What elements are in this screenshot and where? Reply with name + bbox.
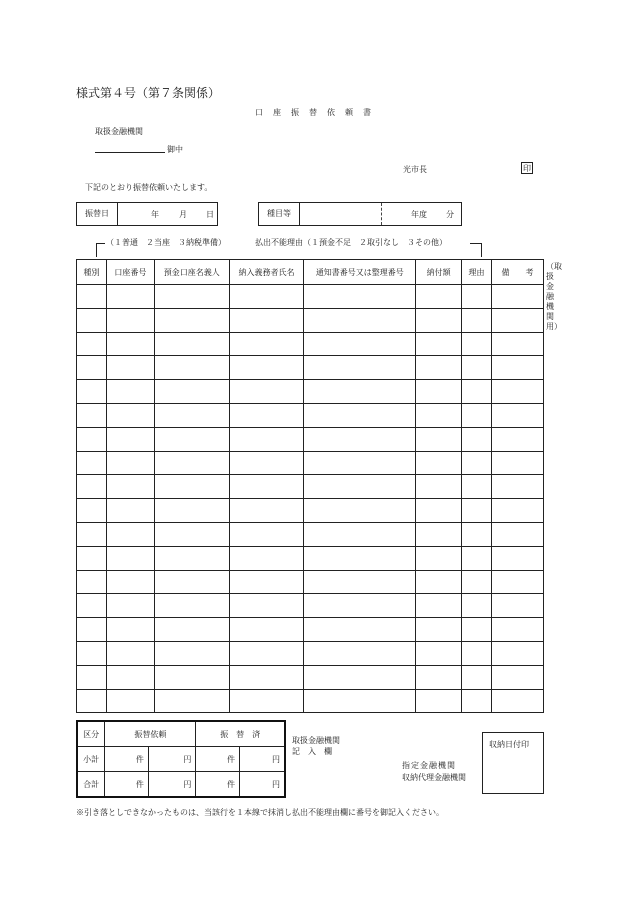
table-cell[interactable] bbox=[492, 689, 544, 713]
table-cell[interactable] bbox=[229, 332, 304, 356]
designated-institution: 指定金融機関 bbox=[402, 761, 456, 770]
category-box[interactable] bbox=[258, 202, 462, 226]
receipt-stamp-box[interactable] bbox=[482, 732, 544, 794]
table-cell[interactable] bbox=[492, 475, 544, 499]
transfer-date-label: 振替日 bbox=[77, 203, 118, 225]
table-cell[interactable] bbox=[106, 475, 154, 499]
table-cell[interactable] bbox=[462, 570, 492, 594]
table-cell[interactable] bbox=[304, 332, 416, 356]
table-cell[interactable] bbox=[154, 285, 229, 309]
table-cell[interactable] bbox=[462, 546, 492, 570]
table-cell[interactable] bbox=[304, 665, 416, 689]
table-cell[interactable] bbox=[304, 475, 416, 499]
legend-bracket-left-top bbox=[96, 243, 105, 244]
category-divider bbox=[381, 203, 382, 225]
table-cell[interactable] bbox=[77, 403, 107, 427]
table-cell[interactable] bbox=[416, 618, 462, 642]
table-cell[interactable] bbox=[492, 308, 544, 332]
table-cell[interactable] bbox=[154, 356, 229, 380]
table-cell[interactable] bbox=[462, 475, 492, 499]
table-cell[interactable] bbox=[416, 332, 462, 356]
table-cell[interactable] bbox=[229, 285, 304, 309]
table-cell[interactable] bbox=[229, 403, 304, 427]
institution-name-line[interactable] bbox=[95, 152, 165, 153]
table-cell[interactable] bbox=[77, 641, 107, 665]
table-cell[interactable] bbox=[304, 451, 416, 475]
table-cell[interactable] bbox=[154, 403, 229, 427]
table-cell[interactable] bbox=[77, 285, 107, 309]
table-cell[interactable] bbox=[416, 641, 462, 665]
document-title: 口 座 振 替 依 頼 書 bbox=[255, 108, 372, 117]
table-cell[interactable] bbox=[304, 618, 416, 642]
table-cell[interactable] bbox=[304, 546, 416, 570]
table-cell[interactable] bbox=[416, 380, 462, 404]
table-cell[interactable] bbox=[492, 427, 544, 451]
summary-row-label: 小計 bbox=[77, 747, 105, 772]
table-cell[interactable] bbox=[77, 570, 107, 594]
table-cell[interactable] bbox=[416, 570, 462, 594]
table-cell[interactable] bbox=[77, 499, 107, 523]
column-header: 種別 bbox=[77, 260, 107, 285]
transfer-date-box[interactable] bbox=[76, 202, 218, 226]
column-header: 理由 bbox=[462, 260, 492, 285]
table-cell[interactable] bbox=[106, 546, 154, 570]
footnote: ※引き落としできなかったものは、当該行を１本線で抹消し払出不能理由欄に番号を御記入ください。 bbox=[76, 808, 444, 817]
summary-header-row bbox=[77, 721, 285, 747]
table-cell[interactable] bbox=[416, 499, 462, 523]
table-cell[interactable] bbox=[77, 356, 107, 380]
table-cell[interactable] bbox=[77, 522, 107, 546]
summary-row-subtotal bbox=[77, 747, 285, 772]
table-cell[interactable] bbox=[462, 641, 492, 665]
table-cell[interactable] bbox=[416, 427, 462, 451]
table-row bbox=[77, 475, 544, 499]
table-cell[interactable] bbox=[154, 594, 229, 618]
table-cell[interactable] bbox=[416, 475, 462, 499]
table-row bbox=[77, 427, 544, 451]
table-cell[interactable] bbox=[229, 618, 304, 642]
table-cell[interactable] bbox=[304, 380, 416, 404]
table-cell[interactable] bbox=[154, 570, 229, 594]
table-cell[interactable] bbox=[492, 451, 544, 475]
seal-mark: 印 bbox=[523, 164, 531, 173]
portion-label: 分 bbox=[446, 210, 454, 219]
table-cell[interactable] bbox=[492, 380, 544, 404]
table-cell[interactable] bbox=[229, 689, 304, 713]
agent-institution: 収納代理金融機関 bbox=[402, 773, 466, 782]
table-row bbox=[77, 380, 544, 404]
table-row bbox=[77, 308, 544, 332]
summary-row-total bbox=[77, 772, 285, 798]
table-cell[interactable] bbox=[229, 356, 304, 380]
summary-header-completed: 振 替 済 bbox=[196, 721, 285, 747]
count-cell[interactable]: 件 bbox=[105, 747, 149, 772]
table-row bbox=[77, 285, 544, 309]
table-cell[interactable] bbox=[154, 522, 229, 546]
table-cell[interactable] bbox=[154, 689, 229, 713]
table-cell[interactable] bbox=[304, 308, 416, 332]
table-cell[interactable] bbox=[77, 665, 107, 689]
table-cell[interactable] bbox=[229, 665, 304, 689]
legend-bracket-right bbox=[481, 243, 482, 257]
table-cell[interactable] bbox=[492, 356, 544, 380]
summary-header-category: 区分 bbox=[77, 721, 105, 747]
column-header: 納付額 bbox=[416, 260, 462, 285]
legend-bracket-left bbox=[96, 243, 97, 257]
category-label: 種目等 bbox=[259, 203, 300, 225]
table-row bbox=[77, 522, 544, 546]
table-cell[interactable] bbox=[492, 332, 544, 356]
institution-entry-label: 取扱金融機関 bbox=[292, 736, 340, 745]
table-cell[interactable] bbox=[154, 546, 229, 570]
table-cell[interactable] bbox=[304, 427, 416, 451]
table-cell[interactable] bbox=[229, 475, 304, 499]
table-cell[interactable] bbox=[77, 475, 107, 499]
count-cell[interactable]: 件 bbox=[196, 772, 240, 798]
table-cell[interactable] bbox=[154, 618, 229, 642]
intro-text: 下記のとおり振替依頼いたします。 bbox=[85, 183, 213, 192]
table-cell[interactable] bbox=[106, 665, 154, 689]
table-cell[interactable] bbox=[416, 403, 462, 427]
count-cell[interactable]: 件 bbox=[105, 772, 149, 798]
summary-table bbox=[76, 720, 286, 798]
table-cell[interactable] bbox=[77, 594, 107, 618]
summary-row-label: 合計 bbox=[77, 772, 105, 798]
table-cell[interactable] bbox=[462, 380, 492, 404]
onchu-label: 御中 bbox=[167, 145, 183, 154]
table-cell[interactable] bbox=[229, 308, 304, 332]
table-cell[interactable] bbox=[492, 285, 544, 309]
side-note: （取扱金融機関用） bbox=[546, 262, 562, 331]
table-cell[interactable] bbox=[77, 546, 107, 570]
table-cell[interactable] bbox=[229, 570, 304, 594]
table-cell[interactable] bbox=[304, 522, 416, 546]
table-cell[interactable] bbox=[77, 689, 107, 713]
table-cell[interactable] bbox=[462, 403, 492, 427]
amount-cell[interactable]: 円 bbox=[239, 747, 285, 772]
column-header: 納入義務者氏名 bbox=[229, 260, 304, 285]
table-row bbox=[77, 546, 544, 570]
table-cell[interactable] bbox=[304, 641, 416, 665]
table-cell[interactable] bbox=[106, 427, 154, 451]
institution-label: 取扱金融機関 bbox=[95, 127, 143, 136]
table-cell[interactable] bbox=[416, 522, 462, 546]
table-cell[interactable] bbox=[416, 285, 462, 309]
table-cell[interactable] bbox=[416, 308, 462, 332]
table-cell[interactable] bbox=[106, 332, 154, 356]
table-cell[interactable] bbox=[77, 427, 107, 451]
table-cell[interactable] bbox=[462, 522, 492, 546]
table-cell[interactable] bbox=[492, 641, 544, 665]
table-cell[interactable] bbox=[229, 451, 304, 475]
table-cell[interactable] bbox=[416, 356, 462, 380]
column-header: 口座番号 bbox=[106, 260, 154, 285]
table-cell[interactable] bbox=[492, 594, 544, 618]
table-cell[interactable] bbox=[106, 641, 154, 665]
table-cell[interactable] bbox=[106, 285, 154, 309]
table-cell[interactable] bbox=[154, 332, 229, 356]
amount-cell[interactable]: 円 bbox=[239, 772, 285, 798]
table-cell[interactable] bbox=[462, 308, 492, 332]
table-row bbox=[77, 570, 544, 594]
table-cell[interactable] bbox=[492, 665, 544, 689]
table-row bbox=[77, 499, 544, 523]
table-cell[interactable] bbox=[77, 451, 107, 475]
table-cell[interactable] bbox=[106, 570, 154, 594]
amount-cell[interactable]: 円 bbox=[148, 772, 196, 798]
table-cell[interactable] bbox=[304, 594, 416, 618]
table-cell[interactable] bbox=[106, 380, 154, 404]
column-header: 備 考 bbox=[492, 260, 544, 285]
table-cell[interactable] bbox=[304, 285, 416, 309]
table-cell[interactable] bbox=[106, 403, 154, 427]
summary-header-requested: 振替依頼 bbox=[105, 721, 196, 747]
table-cell[interactable] bbox=[106, 451, 154, 475]
table-cell[interactable] bbox=[154, 427, 229, 451]
table-cell[interactable] bbox=[462, 594, 492, 618]
column-header: 通知書番号又は整理番号 bbox=[304, 260, 416, 285]
table-cell[interactable] bbox=[229, 546, 304, 570]
reason-legend: 払出不能理由（１預金不足 ２取引なし ３その他） bbox=[255, 238, 447, 247]
table-row bbox=[77, 689, 544, 713]
table-cell[interactable] bbox=[154, 475, 229, 499]
table-row bbox=[77, 403, 544, 427]
amount-cell[interactable]: 円 bbox=[148, 747, 196, 772]
mayor-label: 光市長 bbox=[403, 165, 427, 174]
table-cell[interactable] bbox=[229, 594, 304, 618]
table-row bbox=[77, 641, 544, 665]
table-cell[interactable] bbox=[416, 451, 462, 475]
table-cell[interactable] bbox=[229, 499, 304, 523]
day-label: 日 bbox=[206, 210, 214, 219]
table-cell[interactable] bbox=[154, 641, 229, 665]
table-cell[interactable] bbox=[416, 546, 462, 570]
table-cell[interactable] bbox=[462, 451, 492, 475]
table-cell[interactable] bbox=[154, 380, 229, 404]
table-cell[interactable] bbox=[462, 332, 492, 356]
table-cell[interactable] bbox=[229, 522, 304, 546]
table-cell[interactable] bbox=[416, 594, 462, 618]
table-cell[interactable] bbox=[106, 522, 154, 546]
table-cell[interactable] bbox=[462, 499, 492, 523]
table-cell[interactable] bbox=[154, 451, 229, 475]
table-cell[interactable] bbox=[106, 499, 154, 523]
table-cell[interactable] bbox=[106, 689, 154, 713]
table-cell[interactable] bbox=[77, 618, 107, 642]
table-cell[interactable] bbox=[462, 356, 492, 380]
table-cell[interactable] bbox=[492, 522, 544, 546]
table-row bbox=[77, 451, 544, 475]
form-number: 様式第４号（第７条関係） bbox=[76, 86, 221, 100]
table-row bbox=[77, 665, 544, 689]
transfer-table bbox=[76, 259, 544, 713]
table-cell[interactable] bbox=[106, 308, 154, 332]
table-cell[interactable] bbox=[416, 689, 462, 713]
table-cell[interactable] bbox=[492, 570, 544, 594]
table-cell[interactable] bbox=[492, 403, 544, 427]
table-cell[interactable] bbox=[304, 356, 416, 380]
table-cell[interactable] bbox=[492, 499, 544, 523]
table-cell[interactable] bbox=[77, 308, 107, 332]
table-cell[interactable] bbox=[462, 665, 492, 689]
table-cell[interactable] bbox=[304, 499, 416, 523]
table-cell[interactable] bbox=[106, 594, 154, 618]
table-cell[interactable] bbox=[462, 689, 492, 713]
table-row bbox=[77, 356, 544, 380]
table-cell[interactable] bbox=[416, 665, 462, 689]
month-label: 月 bbox=[179, 210, 187, 219]
account-type-legend: （１普通 ２当座 ３納税準備） bbox=[106, 238, 226, 247]
table-cell[interactable] bbox=[304, 689, 416, 713]
table-cell[interactable] bbox=[229, 427, 304, 451]
table-cell[interactable] bbox=[154, 308, 229, 332]
fiscal-year-label: 年度 bbox=[411, 210, 427, 219]
table-cell[interactable] bbox=[154, 499, 229, 523]
table-cell[interactable] bbox=[462, 285, 492, 309]
table-cell[interactable] bbox=[492, 618, 544, 642]
table-header-row bbox=[77, 260, 544, 285]
table-cell[interactable] bbox=[304, 403, 416, 427]
table-cell[interactable] bbox=[229, 380, 304, 404]
column-header: 預金口座名義人 bbox=[154, 260, 229, 285]
table-cell[interactable] bbox=[106, 618, 154, 642]
table-cell[interactable] bbox=[304, 570, 416, 594]
table-cell[interactable] bbox=[229, 641, 304, 665]
entry-field-label: 記 入 欄 bbox=[292, 747, 332, 756]
year-label: 年 bbox=[151, 210, 159, 219]
table-row bbox=[77, 618, 544, 642]
table-cell[interactable] bbox=[462, 427, 492, 451]
table-cell[interactable] bbox=[492, 546, 544, 570]
count-cell[interactable]: 件 bbox=[196, 747, 240, 772]
table-cell[interactable] bbox=[154, 665, 229, 689]
table-row bbox=[77, 594, 544, 618]
receipt-stamp-label: 収納日付印 bbox=[489, 740, 529, 749]
table-row bbox=[77, 332, 544, 356]
table-cell[interactable] bbox=[77, 380, 107, 404]
table-cell[interactable] bbox=[462, 618, 492, 642]
table-cell[interactable] bbox=[77, 332, 107, 356]
table-cell[interactable] bbox=[106, 356, 154, 380]
